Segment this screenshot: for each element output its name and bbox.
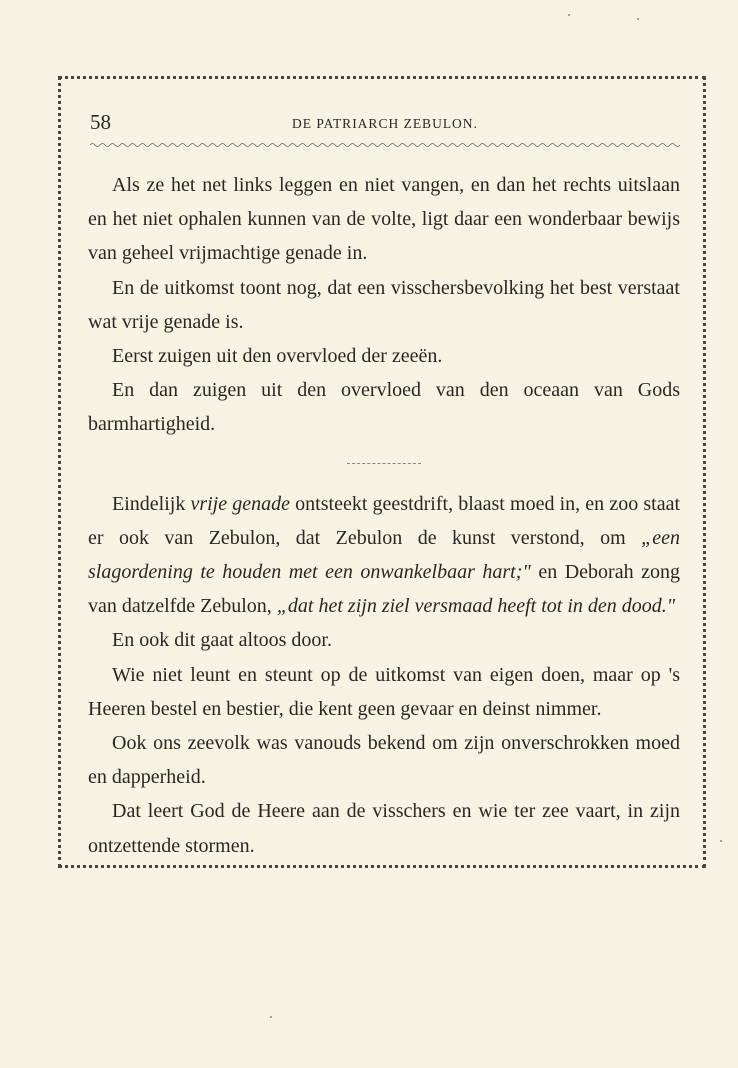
- ink-speck: [270, 1016, 272, 1018]
- section-separator: [347, 463, 421, 464]
- paragraph: En ook dit gaat altoos door.: [112, 629, 332, 652]
- text-run: ontsteekt geestdrift, blaast moed in, en zoo staat er ook van Zebulon, dat Zebulon de kunst verstond, om: [88, 492, 680, 549]
- italic-quote: „een slagordening te houden met een onwankelbaar hart;": [88, 526, 680, 584]
- ink-speck: [637, 18, 639, 20]
- paragraph: Wie niet leunt en steunt op de uitkomst van eigen doen, maar op 's Heeren bestel en bestier, die kent geen gevaar en deinst nimmer.: [88, 663, 680, 720]
- running-title: DE PATRIARCH ZEBULON.: [292, 116, 478, 131]
- paragraph: Als ze het net links leggen en niet vangen, en dan het rechts uitslaan en het niet ophalen kunnen van de volte, ligt daar een wonderbaar bewijs van geheel vrijmachtige genade in.: [88, 174, 680, 265]
- body-text: [88, 168, 680, 863]
- ink-speck: [568, 14, 570, 16]
- page-number: 58: [90, 110, 111, 134]
- text-run: Eindelijk: [112, 492, 191, 515]
- paragraph: [88, 487, 680, 624]
- italic-run: vrije genade: [190, 492, 291, 515]
- text-run: en Deborah zong van datzelfde Zebulon,: [88, 561, 680, 618]
- italic-quote: „dat het zijn ziel versmaad heeft tot in den dood.": [276, 595, 676, 618]
- wavy-rule: [90, 140, 680, 150]
- paragraph: Dat leert God de Heere aan de visschers en wie ter zee vaart, in zijn ontzettende stormen.: [88, 800, 680, 857]
- paragraph: Eerst zuigen uit den overvloed der zeeën.: [112, 345, 443, 368]
- paragraph: Ook ons zeevolk was vanouds bekend om zijn onverschrokken moed en dapperheid.: [88, 732, 680, 789]
- paragraph: En dan zuigen uit den overvloed van den oceaan van Gods barmhartigheid.: [88, 379, 680, 436]
- page-header: [90, 110, 680, 140]
- paragraph: En de uitkomst toont nog, dat een visschersbevolking het best verstaat wat vrije genade is.: [88, 276, 680, 333]
- ink-speck: [720, 840, 722, 842]
